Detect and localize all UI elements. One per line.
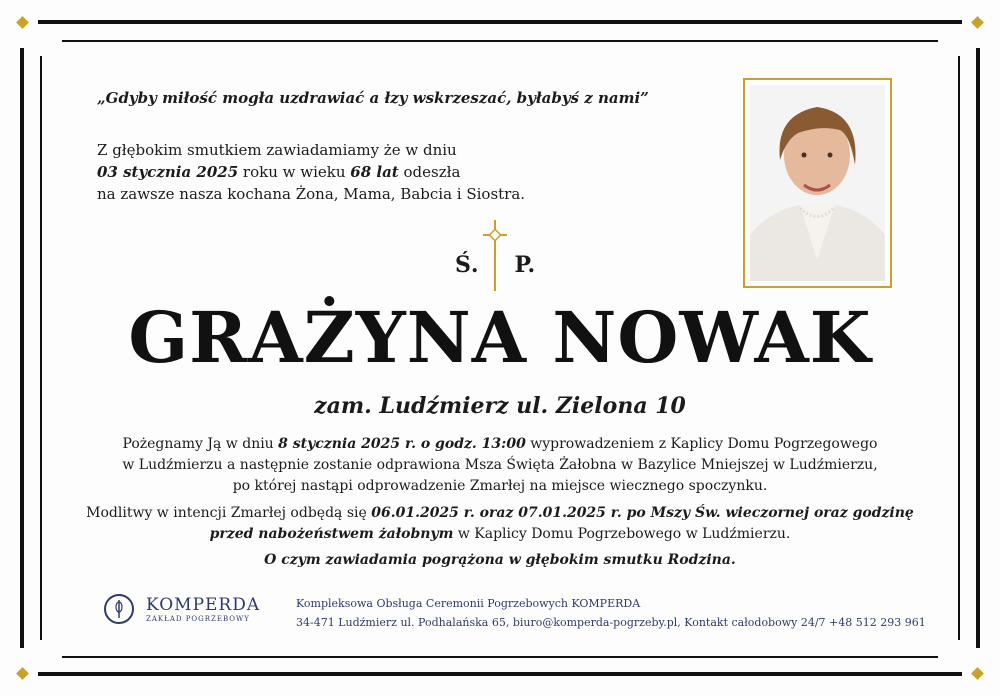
corner-diamond-bottom-left	[16, 667, 29, 680]
funeral-line2: w Ludźmierzu a następnie zostanie odprawiona Msza Święta Żałobna w Bazylice Mniejszej w Ludźmierzu,	[122, 457, 878, 473]
age: 68 lat	[350, 163, 399, 181]
closing-line: O czym zawiadamia pogrążona w głębokim smutku Rodzina.	[264, 552, 736, 568]
company-logo-name: KOMPERDA	[146, 595, 261, 615]
sp-abbreviation	[455, 252, 535, 278]
company-details	[296, 594, 926, 632]
portrait-frame	[743, 78, 892, 288]
prayers-dates: 06.01.2025 r. oraz 07.01.2025 r. po Mszy Św. wieczornej oraz godzinę	[371, 505, 914, 521]
top-border-thin	[62, 40, 938, 42]
funeral-details	[60, 434, 940, 497]
portrait-photo	[750, 85, 885, 281]
deceased-name: GRAŻYNA NOWAK	[128, 296, 872, 379]
corner-diamond-top-left	[16, 16, 29, 29]
funeral-datetime: 8 stycznia 2025 r. o godz. 13:00	[278, 436, 526, 452]
bottom-border-thick	[38, 672, 962, 676]
intro-mid: roku w wieku	[238, 163, 351, 181]
funeral-line3: po której nastąpi odprowadzenie Zmarłej na miejsce wiecznego spoczynku.	[232, 478, 768, 494]
prayers-post: w Kaplicy Domu Pogrzebowego w Ludźmierzu.	[453, 526, 791, 542]
bottom-border-thin	[62, 656, 938, 658]
funeral-post: wyprowadzeniem z Kaplicy Domu Pogrzegowego	[525, 436, 878, 452]
announcement-intro	[97, 139, 525, 205]
intro-end: odeszła	[398, 163, 461, 181]
corner-diamond-bottom-right	[971, 667, 984, 680]
prayers-before-service: przed nabożeństwem żałobnym	[209, 526, 454, 542]
death-date: 03 stycznia 2025	[97, 163, 239, 181]
intro-line3: na zawsze nasza kochana Żona, Mama, Babcia i Siostra.	[97, 185, 526, 203]
company-logo-subtitle: ZAKŁAD POGRZEBOWY	[146, 615, 250, 623]
quote: „Gdyby miłość mogła uzdrawiać a łzy wskrzeszać, byłabyś z nami”	[97, 89, 649, 107]
company-line2: 34-471 Ludźmierz ul. Podhalańska 65, biuro@komperda-pogrzeby.pl, Kontakt całodobowy 24/7 +48 512 293 961	[296, 616, 926, 629]
sp-left: Ś.	[455, 252, 479, 278]
company-line1: Kompleksowa Obsługa Ceremonii Pogrzebowych KOMPERDA	[296, 597, 641, 610]
sp-right: P.	[514, 252, 536, 278]
deceased-address: zam. Ludźmierz ul. Zielona 10	[314, 393, 686, 419]
intro-line1: Z głębokim smutkiem zawiadamiamy że w dniu	[97, 141, 457, 159]
top-border-thick	[38, 20, 962, 24]
company-logo-icon	[104, 594, 134, 624]
funeral-pre: Pożegnamy Ją w dniu	[122, 436, 279, 452]
corner-diamond-top-right	[971, 16, 984, 29]
prayers-pre: Modlitwy w intencji Zmarłej odbędą się	[86, 505, 372, 521]
prayers-details	[60, 503, 940, 545]
